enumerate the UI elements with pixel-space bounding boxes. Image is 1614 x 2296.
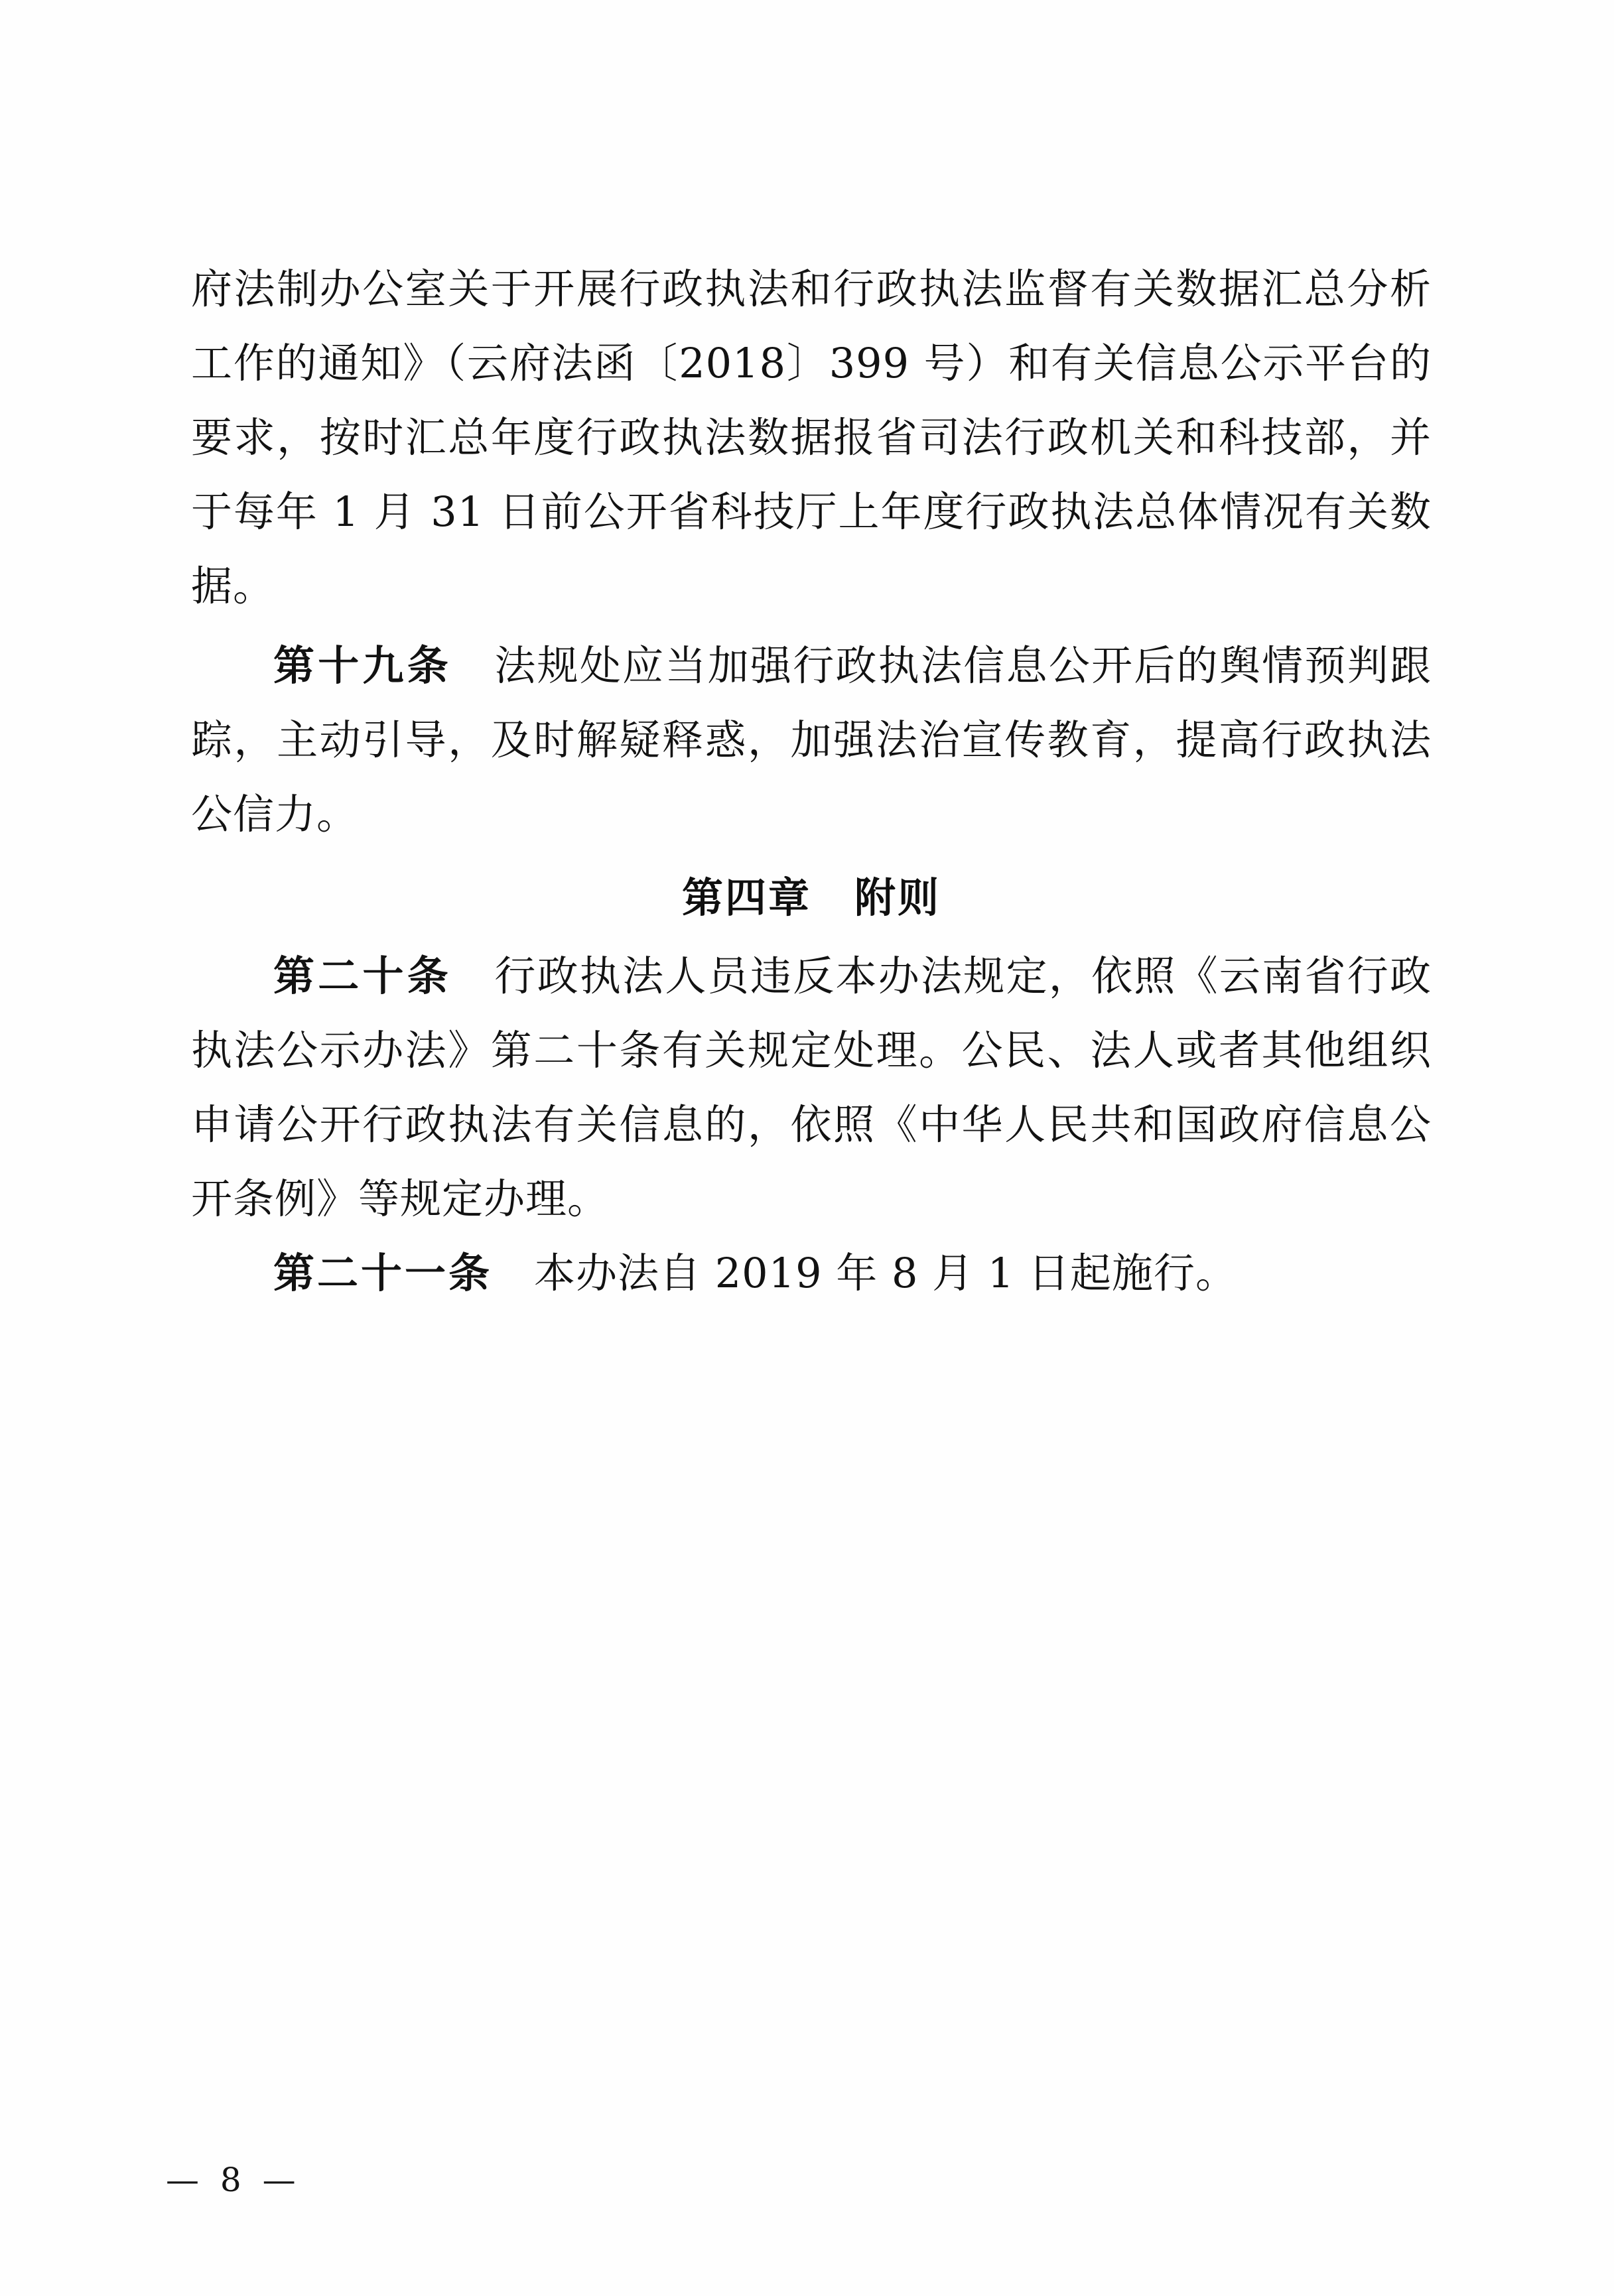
article-twenty	[191, 939, 1432, 1236]
article-twenty-one-text: 本办法自 2019 年 8 月 1 日起施行。	[534, 1249, 1237, 1297]
article-twenty-one-label: 第二十一条	[273, 1249, 493, 1297]
chapter-four-heading: 第四章 附则	[681, 873, 941, 922]
page-number: — 8 —	[166, 2161, 301, 2199]
article-twenty-one	[191, 1236, 1432, 1310]
document-body	[191, 252, 1432, 1310]
article-nineteen-text: 法规处应当加强行政执法信息公开后的舆情预判跟踪，主动引导，及时解疑释惑，加强法治宣传教育，提高行政执法公信力。	[191, 641, 1432, 838]
article-twenty-label: 第二十条	[273, 952, 452, 1000]
paragraph-continuation: 府法制办公室关于开展行政执法和行政执法监督有关数据汇总分析工作的通知》（云府法函〔2018〕399 号）和有关信息公示平台的要求，按时汇总年度行政执法数据报省司法行政机关和科技部，并于每年 1 月 31 日前公开省科技厅上年度行政执法总体情况有关数据。	[191, 265, 1432, 610]
article-nineteen	[191, 629, 1432, 852]
spacer	[191, 623, 1432, 629]
article-nineteen-label: 第十九条	[273, 641, 452, 690]
article-twenty-text: 行政执法人员违反本办法规定，依照《云南省行政执法公示办法》第二十条有关规定处理。公民、法人或者其他组织申请公开行政执法有关信息的，依照《中华人民共和国政府信息公开条例》等规定办理。	[191, 952, 1432, 1223]
